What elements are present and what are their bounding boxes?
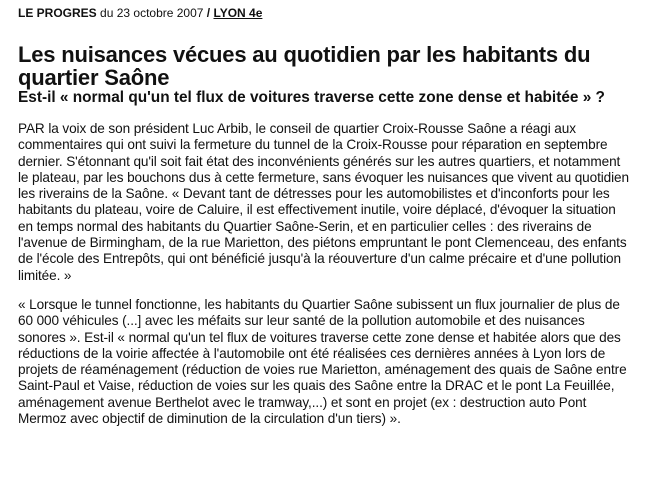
masthead-separator: / [206, 6, 211, 20]
article-paragraph: PAR la voix de son président Luc Arbib, le conseil de quartier Croix-Rousse Saône a réagi aux commentaires qui ont suivi la fermeture du tunnel de la Croix-Rousse pour réparation en septembre dernier. S'étonnant qu'il soit fait état des inconvénients générés sur les autres quartiers, et notamment le plateau, par les bouchons dus à cette fermeture, sans évoquer les nuisances que vivent au quotidien les riverains de la Saône. « Devant tant de détresses pour les automobilistes et d'inconforts pour les habitants du plateau, voire de Caluire, il est effectivement inutile, voire déplacé, d'évoquer la situation en temps normal des habitants du Quartier Saône-Serin, et en particulier celles : des riverains de l'avenue de Birmingham, de la rue Marietton, des piétons empruntant le pont Clemenceau, des enfants de l'école des Entrepôts, qui ont bénéficié jusqu'à la réouverture d'un calme précaire et d'une pollution limitée. » [18, 121, 629, 283]
article-paragraph: « Lorsque le tunnel fonctionne, les habitants du Quartier Saône subissent un flux journalier de plus de 60 000 véhicules (...] avec les méfaits sur leur santé de la pollution automobile et des nuisances sonores ». Est-il « normal qu'un tel flux de voitures traverse cette zone dense et habitée alors que des réductions de la voirie affectée à l'automobile ont été réalisées ces dernières années à Lyon lors de projets de réaménagement (réduction de voies rue Marietton, aménagement des quais de Saône entre Saint-Paul et Vaise, réduction de voies sur les quais des Saône entre la DRAC et le pont La Feuillée, aménagement avenue Berthelot avec le tramway,...) et sont en projet (ex : destruction auto Pont Mermoz avec objectif de diminution de la circulation d'un tiers) ». [18, 296, 627, 427]
article-title: Les nuisances vécues au quotidien par les habitants du quartier Saône [18, 42, 591, 90]
section-link[interactable]: LYON 4e [213, 6, 263, 20]
masthead [18, 6, 634, 21]
newspaper-name: LE PROGRES [18, 6, 97, 20]
publication-date: du 23 octobre 2007 [100, 6, 204, 20]
article-subtitle: Est-il « normal qu'un tel flux de voitures traverse cette zone dense et habitée » ? [18, 89, 605, 106]
